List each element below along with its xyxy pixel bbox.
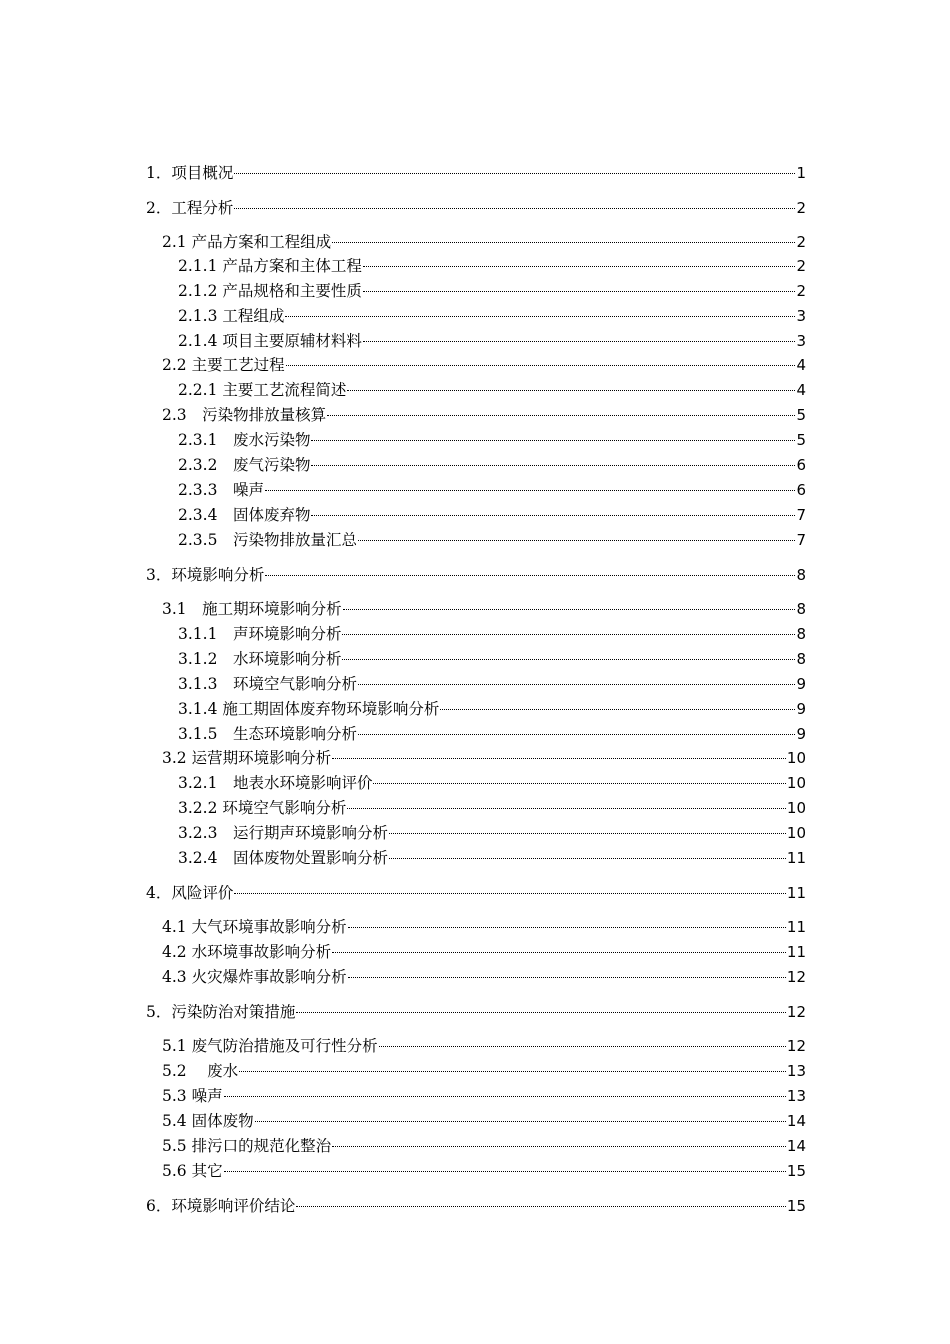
toc-entry-page-number: 13 xyxy=(786,1062,806,1080)
toc-entry-title: 3.2.1 地表水环境影响评价 xyxy=(178,774,373,792)
dot-leader xyxy=(332,952,786,953)
dot-leader xyxy=(296,1206,786,1207)
dot-leader xyxy=(363,291,796,292)
toc-entry[interactable] xyxy=(162,355,806,375)
toc-entry[interactable] xyxy=(162,942,806,962)
dot-leader xyxy=(286,365,796,366)
toc-entry-page-number: 15 xyxy=(786,1162,806,1180)
dot-leader xyxy=(363,341,796,342)
toc-entry-title: 5．污染防治对策措施 xyxy=(146,1003,296,1021)
toc-entry[interactable] xyxy=(178,306,806,326)
toc-entry-page-number: 14 xyxy=(786,1137,806,1155)
toc-entry[interactable] xyxy=(162,917,806,937)
toc-entry-title: 5.3 噪声 xyxy=(162,1087,223,1105)
toc-entry-title: 2.2.1 主要工艺流程简述 xyxy=(178,381,347,399)
toc-entry[interactable] xyxy=(178,724,806,744)
toc-entry[interactable] xyxy=(162,1136,806,1156)
toc-entry-page-number: 8 xyxy=(796,566,806,584)
dot-leader xyxy=(234,208,795,209)
toc-entry-page-number: 11 xyxy=(786,918,806,936)
toc-entry[interactable] xyxy=(178,530,806,550)
toc-entry[interactable] xyxy=(178,480,806,500)
dot-leader xyxy=(311,440,795,441)
dot-leader xyxy=(311,465,795,466)
toc-entry-page-number: 11 xyxy=(786,884,806,902)
toc-entry-title: 2.3 污染物排放量核算 xyxy=(162,406,327,424)
toc-entry-title: 5.5 排污口的规范化整治 xyxy=(162,1137,332,1155)
toc-entry-page-number: 12 xyxy=(786,968,806,986)
dot-leader xyxy=(347,808,786,809)
toc-entry[interactable] xyxy=(146,1196,806,1216)
toc-entry[interactable] xyxy=(146,883,806,903)
toc-entry-page-number: 1 xyxy=(796,164,806,182)
toc-entry[interactable] xyxy=(178,505,806,525)
dot-leader xyxy=(358,684,796,685)
dot-leader xyxy=(296,1012,786,1013)
toc-entry-page-number: 2 xyxy=(796,199,806,217)
dot-leader xyxy=(234,173,795,174)
toc-entry-title: 5.6 其它 xyxy=(162,1162,223,1180)
dot-leader xyxy=(348,927,786,928)
toc-entry-page-number: 6 xyxy=(796,456,806,474)
toc-entry-title: 2.1.3 工程组成 xyxy=(178,307,285,325)
dot-leader xyxy=(343,609,796,610)
toc-entry-page-number: 10 xyxy=(786,799,806,817)
dot-leader xyxy=(255,1121,786,1122)
toc-entry-page-number: 8 xyxy=(796,600,806,618)
toc-entry-page-number: 2 xyxy=(796,282,806,300)
toc-entry-title: 1．项目概况 xyxy=(146,164,234,182)
toc-entry-title: 3．环境影响分析 xyxy=(146,566,265,584)
toc-entry[interactable] xyxy=(178,674,806,694)
toc-entry-title: 3.2.4 固体废物处置影响分析 xyxy=(178,849,388,867)
toc-entry-title: 3.1.2 水环境影响分析 xyxy=(178,650,342,668)
toc-entry-page-number: 6 xyxy=(796,481,806,499)
toc-entry-page-number: 8 xyxy=(796,625,806,643)
toc-entry-page-number: 9 xyxy=(796,725,806,743)
dot-leader xyxy=(224,1096,786,1097)
toc-entry-page-number: 4 xyxy=(796,356,806,374)
toc-entry-title: 5.1 废气防治措施及可行性分析 xyxy=(162,1037,378,1055)
toc-entry-page-number: 3 xyxy=(796,307,806,325)
toc-entry-title: 4．风险评价 xyxy=(146,884,234,902)
toc-entry[interactable] xyxy=(162,405,806,425)
dot-leader xyxy=(440,709,795,710)
toc-entry[interactable] xyxy=(162,1036,806,1056)
dot-leader xyxy=(379,1046,786,1047)
toc-entry[interactable] xyxy=(162,748,806,768)
toc-entry-page-number: 9 xyxy=(796,700,806,718)
dot-leader xyxy=(332,242,795,243)
toc-entry-page-number: 12 xyxy=(786,1037,806,1055)
toc-entry-title: 3.1.4 施工期固体废弃物环境影响分析 xyxy=(178,700,440,718)
toc-entry-title: 2.3.2 废气污染物 xyxy=(178,456,311,474)
toc-entry-title: 4.3 火灾爆炸事故影响分析 xyxy=(162,968,347,986)
toc-entry-title: 3.1 施工期环境影响分析 xyxy=(162,600,342,618)
toc-entry[interactable] xyxy=(178,798,806,818)
toc-entry[interactable] xyxy=(146,163,806,183)
toc-entry-page-number: 11 xyxy=(786,943,806,961)
toc-entry-page-number: 5 xyxy=(796,406,806,424)
dot-leader xyxy=(311,515,795,516)
toc-entry-title: 2.3.5 污染物排放量汇总 xyxy=(178,531,357,549)
toc-entry-title: 2.1.4 项目主要原辅材料料 xyxy=(178,332,362,350)
toc-entry-title: 2.1 产品方案和工程组成 xyxy=(162,233,332,251)
dot-leader xyxy=(348,977,786,978)
toc-entry-page-number: 2 xyxy=(796,233,806,251)
toc-entry[interactable] xyxy=(162,1086,806,1106)
dot-leader xyxy=(332,1146,786,1147)
toc-entry[interactable] xyxy=(178,281,806,301)
toc-entry[interactable] xyxy=(178,649,806,669)
toc-entry[interactable] xyxy=(178,430,806,450)
dot-leader xyxy=(342,634,795,635)
toc-entry[interactable] xyxy=(178,380,806,400)
toc-entry-title: 4.1 大气环境事故影响分析 xyxy=(162,918,347,936)
dot-leader xyxy=(239,1071,786,1072)
toc-entry-page-number: 11 xyxy=(786,849,806,867)
toc-entry[interactable] xyxy=(178,256,806,276)
dot-leader xyxy=(389,833,786,834)
toc-entry-title: 2.3.4 固体废弃物 xyxy=(178,506,311,524)
toc-entry[interactable] xyxy=(178,455,806,475)
toc-entry[interactable] xyxy=(178,331,806,351)
toc-entry-page-number: 4 xyxy=(796,381,806,399)
toc-entry-page-number: 10 xyxy=(786,824,806,842)
toc-entry-title: 2.3.3 噪声 xyxy=(178,481,264,499)
toc-entry-title: 5.4 固体废物 xyxy=(162,1112,254,1130)
toc-entry-page-number: 13 xyxy=(786,1087,806,1105)
toc-entry[interactable] xyxy=(162,1111,806,1131)
dot-leader xyxy=(327,415,795,416)
toc-entry-page-number: 10 xyxy=(786,749,806,767)
dot-leader xyxy=(389,858,786,859)
toc-entry[interactable] xyxy=(178,773,806,793)
toc-entry-title: 3.2 运营期环境影响分析 xyxy=(162,749,332,767)
toc-entry-title: 3.2.3 运行期声环境影响分析 xyxy=(178,824,388,842)
toc-entry-title: 3.2.2 环境空气影响分析 xyxy=(178,799,347,817)
toc-entry[interactable] xyxy=(162,967,806,987)
toc-entry[interactable] xyxy=(162,599,806,619)
dot-leader xyxy=(265,490,796,491)
dot-leader xyxy=(234,893,786,894)
toc-entry-page-number: 12 xyxy=(786,1003,806,1021)
toc-entry[interactable] xyxy=(162,1161,806,1181)
dot-leader xyxy=(224,1171,786,1172)
toc-entry[interactable] xyxy=(162,1061,806,1081)
dot-leader xyxy=(358,734,796,735)
toc-entry[interactable] xyxy=(162,232,806,252)
dot-leader xyxy=(347,390,795,391)
toc-entry-title: 3.1.3 环境空气影响分析 xyxy=(178,675,357,693)
toc-entry-page-number: 3 xyxy=(796,332,806,350)
toc-entry-title: 2．工程分析 xyxy=(146,199,234,217)
toc-entry-page-number: 7 xyxy=(796,531,806,549)
dot-leader xyxy=(373,783,785,784)
toc-entry-page-number: 10 xyxy=(786,774,806,792)
toc-entry-page-number: 2 xyxy=(796,257,806,275)
toc-entry[interactable] xyxy=(178,699,806,719)
toc-entry-title: 5.2 废水 xyxy=(162,1062,239,1080)
toc-entry-title: 2.1.1 产品方案和主体工程 xyxy=(178,257,362,275)
toc-entry-page-number: 7 xyxy=(796,506,806,524)
toc-entry-title: 2.3.1 废水污染物 xyxy=(178,431,311,449)
toc-entry-page-number: 14 xyxy=(786,1112,806,1130)
toc-entry-title: 6．环境影响评价结论 xyxy=(146,1197,296,1215)
toc-entry-title: 3.1.5 生态环境影响分析 xyxy=(178,725,357,743)
toc-entry-page-number: 5 xyxy=(796,431,806,449)
toc-entry[interactable] xyxy=(178,848,806,868)
toc-entry-title: 4.2 水环境事故影响分析 xyxy=(162,943,332,961)
toc-entry[interactable] xyxy=(178,624,806,644)
toc-entry-title: 2.2 主要工艺过程 xyxy=(162,356,285,374)
toc-entry[interactable] xyxy=(178,823,806,843)
dot-leader xyxy=(265,575,795,576)
dot-leader xyxy=(358,540,796,541)
dot-leader xyxy=(363,266,796,267)
toc-entry[interactable] xyxy=(146,1002,806,1022)
toc-entry[interactable] xyxy=(146,565,806,585)
toc-entry-title: 3.1.1 声环境影响分析 xyxy=(178,625,342,643)
toc-entry-title: 2.1.2 产品规格和主要性质 xyxy=(178,282,362,300)
toc-entry-page-number: 15 xyxy=(786,1197,806,1215)
toc-entry[interactable] xyxy=(146,198,806,218)
toc-entry-page-number: 9 xyxy=(796,675,806,693)
dot-leader xyxy=(332,758,786,759)
dot-leader xyxy=(342,659,795,660)
toc-entry-page-number: 8 xyxy=(796,650,806,668)
dot-leader xyxy=(285,316,795,317)
